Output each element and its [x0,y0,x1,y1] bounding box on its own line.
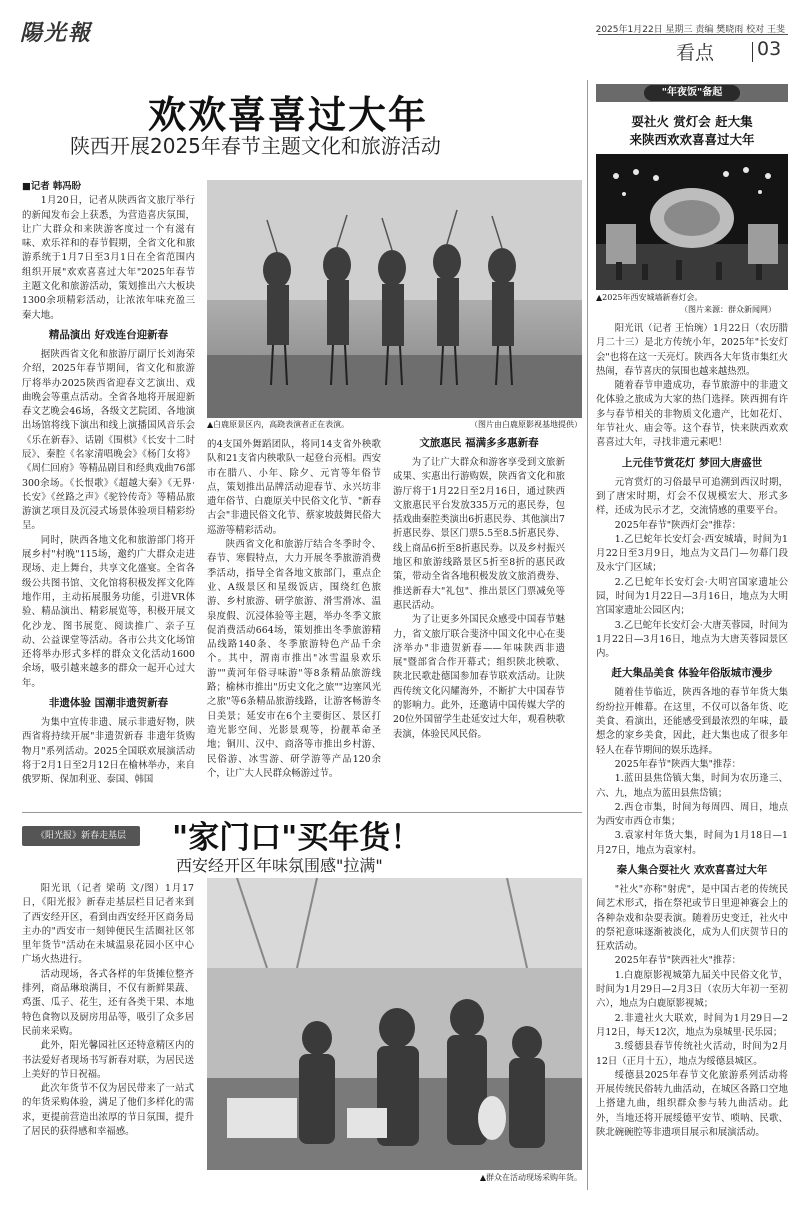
section-divider [752,42,753,62]
main-byline: ■记者 韩冯盼 [22,181,81,192]
list-item: 3.乙巳蛇年长安灯会·大唐芙蓉园，时间为1月22日—3月16日，地点为大唐芙蓉园景区内。 [596,619,788,660]
paragraph: 随着春节申遗成功，春节旅游中的非遗文化体验之旅成为大家的热门选择。陕西拥有许多与春节相关的非物质文化遗产，比如花灯、年节社火、庙会等。这个春节，快来陕西欢欢喜喜过大年，寻找非遗元素吧！ [596,380,788,449]
paragraph: 此外，阳光馨园社区还特意精区内的书法爱好者现场书写新春对联，为居民送上美好的节日祝福。 [22,1040,194,1080]
column-divider [587,80,588,1190]
list-item: 1.乙巳蛇年长安灯会·西安城墙，时间为1月22日至3月9日，地点为文昌门—勿幕门段及永宁门区域； [596,533,788,574]
paragraph: 为了让更多外国民众感受中国春节魅力，省文旅厅联合斐济中国文化中心在斐济举办"非遗贺新春——年味陕西非遗展"暨部省合作开幕式；组织陕北秧歌、陕北民歌赴德国参加春节联欢活动。让陕西传统文化闪耀海外，不断扩大中国春节的影响力。此外，还邀请中国传媒大学的20位外国留学生赴延安过大年，观看秧歌表演，体验民风民俗。 [393,614,565,740]
main-col-3 [393,436,565,742]
list-item: 1.蓝田县焦岱镇大集，时间为农历逢三、六、九，地点为蓝田县焦岱镇； [596,773,788,799]
second-body [22,882,194,1139]
paragraph: 为了让广大群众和游客享受到文旅新成果、实惠出行游购娱，陕西省文化和旅游厅将于1月22日至2月16日，通过陕西文旅惠民平台发放335万元的惠民券，包括戏曲秦腔类演出6折惠民券、其他演出7折惠民券、景区门票5.5至8.5折惠民券、线上商品6折至8折惠民券。以及乡村振兴地区和旅游线路景区5折至8折的惠民政策，带动全省各地积极发放文旅消费券、推送新春大"礼包"、推出景区门票减免等惠民活动。 [393,456,565,611]
paragraph: 此次年货节不仅为居民带来了一站式的年货采购体验，满足了他们多样化的需求，更提前营造出浓厚的节日氛围，提升了居民的获得感和幸福感。 [22,1083,194,1138]
sidebar-headline-1: 耍社火 赏灯会 赶大集 [631,114,753,129]
list-item: 3.绥德县春节传统社火活动，时间为2月12日（正月十五），地点为绥德县城区。 [596,1041,788,1067]
masthead [0,0,799,70]
subheading: 上元佳节赏花灯 梦回大唐盛世 [621,456,763,469]
subheading: 秦人集合耍社火 欢欢喜喜过大年 [616,864,768,876]
date-line: 2025年1月22日 星期三 责编 樊晓雨 校对 王斐 [595,25,785,35]
main-subheadline: 陕西开展2025年春节主题文化和旅游活动 [70,134,441,158]
list-item: 2.乙巳蛇年长安灯会·大明宫国家遗址公园，时间为1月22日—3月16日，地点为大明宫国家遗址公园区内； [596,576,788,617]
main-col-1 [22,180,195,787]
sidebar-body [596,322,788,1140]
subheading: 赶大集品美食 体验年俗版城市漫步 [611,667,773,680]
newspaper-logo: 陽光報 [20,20,93,46]
page-number: 03 [757,38,782,60]
header-rule [598,34,788,35]
sidebar-headline-2: 来陕西欢欢喜喜过大年 [629,132,755,147]
paragraph: "社火"亦称"射虎"，是中国古老的传统民间艺术形式，指在祭祀或节日里迎神赛会上的各种杂戏和杂耍表演。随着历史变迁，社火中的祭祀意味逐渐被淡化，成为人们庆贺节日的狂欢活动。 [596,883,788,953]
lantern-festival-photo [596,154,788,290]
paragraph: 阳光讯（记者 王怡琬）1月22日（农历腊月二十三）是北方传统小年，2025年"长安灯会"也将在这一天亮灯。陕西各大年货市集红火热闹，春节喜庆的氛围也越来越热烈。 [596,323,788,377]
paragraph: 元宵赏灯的习俗最早可追溯到西汉时期，到了唐宋时期，灯会不仅规模宏大、形式多样，还成为民示才艺，交流情感的重要平台。 [596,476,788,517]
main-headline: 欢欢喜喜过大年 [148,93,429,137]
list-item: 2.非遗社火大联欢，时间为1月29日—2月12日，每天12次，地点为泉城里·民乐园； [596,1012,788,1038]
paragraph: 同时，陕西各地文化和旅游部门将开展乡村"村晚"115场，邀约广大群众走进现场、走上舞台，共享文化盛宴。全省各级公共图书馆、文化馆将积极发挥文化阵地作用，主动拓展服务功能，引进VR体验、精品演出、精彩展览等，积极开展文化沙龙、图书展览、阅读推广、亲子互动、公益课堂等活动。各市公共文化场馆还将举办形式多样的群众文化活动1600余场，吸引越来越多的群众一起开心过大年。 [22,534,195,689]
paragraph: 2025年春节"陕西灯会"推荐： [614,519,742,531]
paragraph: 阳光讯（记者 梁萌 文/图）1月17日，《阳光报》新春走基层栏目记者来到了西安经开区，看到由西安经开区商务局主办的"西安市一刻钟便民生活圈社区邻里年货节"活动在未城温泉花园小区中心广场火热进行。 [22,883,194,966]
paragraph: 据陕西省文化和旅游厅副厅长刘海荣介绍，2025年春节期间，省文化和旅游厅将举办2025陕西省迎春文艺演出、戏曲晚会等重点活动。全省各地将开展迎新春文艺晚会46场，各级文艺院团、各地演出场馆将线下演出和线上演播国风音乐会《乐在新春》、话剧《围棋》《长安十二时辰》、秦腔《名家清唱晚会》《杨门女将》《周仁回府》等精品剧目和经典戏曲76部300余场。《长恨歌》《超越大秦》《无界·长安》《丝路之声》《驼铃传奇》等精品旅游演艺项目及沉浸式场景体验项目精彩纷呈。 [22,348,195,532]
subheading: 文旅惠民 福满多多惠新春 [419,437,539,449]
list-item: 3.袁家村年货大集，时间为1月18日—1月27日，地点为袁家村。 [596,830,788,856]
paragraph: 绥德县2025年春节文化旅游系列活动将开展传统民俗转九曲活动，在城区各路口空地上搭建九曲，组织群众参与转九曲活动。此外，当地还将开展绥德平安节、唢呐、民歌、陕北碗碗腔等非遗项目展示和展演活动。 [596,1069,788,1138]
sidebar-photo-caption: ▲2025年西安城墙新春灯会。 [596,293,703,302]
subheading: 精品演出 好戏连台迎新春 [48,328,169,341]
paragraph: 活动现场，各式各样的年货摊位整齐排列，商品琳琅满目，不仅有新鲜果蔬、鸡蛋、瓜子、花生，还有各类干果、本地特色食物以及厨房用品等，吸引了众多居民前来采购。 [22,968,194,1037]
sidebar-photo-credit: （图片来源：群众新闻网） [680,305,776,314]
sidebar-banner-pill: "年夜饭"备起 [644,85,740,101]
stilt-performers-photo [207,180,582,418]
list-item: 2.西仓市集，时间为每周四、周日，地点为西安市西仓市集； [596,801,788,828]
market-photo-caption: ▲群众在活动现场采购年货。 [479,1173,582,1182]
paragraph: 2025年春节"陕西社火"推荐： [614,955,742,967]
sidebar-banner [596,84,788,102]
second-subheadline: 西安经开区年味氛围感"拉满" [176,856,383,875]
paragraph: 陕西省文化和旅游厅结合冬季时令、春节、寒假特点，大力开展冬季旅游消费季活动，指导全省各地文旅部门，重点企业、A级景区和星级饭店，围绕红色旅游、乡村旅游、研学旅游、滑雪滑冰、温泉度假、沉浸体验等主题，举办冬季文旅促消费活动664场，策划推出冬季旅游精品线路140条、冬季旅游特色产品千余个。其中，渭南市推出"冰雪温泉欢乐游""黄河年俗寻味游"等8条精品旅游线路；榆林市推出"历史文化之旅""边塞风光之旅"等6条精品旅游线路，让游客畅游冬日美景；延安市在6个主要街区、景区打造光影空间、光影景观等，扮靓革命圣地；铜川、汉中、商洛等市推出乡村游、民俗游、冰雪游、研学游等产品120余个，让广大人民群众畅游过节。 [207,539,381,779]
paragraph: 1月20日，记者从陕西省文旅厅举行的新闻发布会上获悉，为营造喜庆氛围，让广大群众和来陕游客度过一个有滋有味、欢乐祥和的春节假期，全省文化和旅游系统于1月7日至3月1日在全省范围内组织开展"欢欢喜喜过大年"2025年春节主题文化和旅游活动，策划推出六大板块1300余项精彩活动，让浓浓年味充盈三秦大地。 [22,195,195,321]
paragraph: 的4支国外舞蹈团队，将同14支省外秧歌队和21支省内秧歌队一起登台亮相。西安市在腊八、小年、除夕、元宵等年俗节点，策划推出品牌活动迎春节、永兴坊非遗年俗节、白鹿原关中民俗文化节、"新春古会"非遗民俗文化节、蔡家坡鼓舞民俗大巡游等精彩活动。 [207,439,381,536]
column-tag: 《阳光报》新春走基层 [22,826,140,846]
section-label: 看点 [676,42,715,64]
main-photo-credit: （图片由白鹿原影视基地提供） [470,420,582,429]
list-item: 1.白鹿原影视城第九届关中民俗文化节，时间为1月29日—2月3日（农历大年初一至初六），地点为白鹿原影视城； [596,969,788,1010]
second-headline: "家门口"买年货！ [172,820,422,856]
paragraph: 2025年春节"陕西大集"推荐： [614,758,742,770]
main-col-2 [207,438,381,781]
subheading: 非遗体验 国潮非遗贺新春 [48,697,169,710]
main-photo-caption: ▲白鹿原景区内，高跷表演者正在表演。 [207,420,350,429]
paragraph: 为集中宣传非遗、展示非遗好物，陕西省将持续开展"非遗贺新春 非遗年货购物月"系列活动。2025全国联欢展演活动将于2月1日至2月12日在榆林举办，来自俄罗斯、保加利亚、泰国、韩国 [22,717,195,786]
market-shoppers-photo [207,878,582,1170]
paragraph: 随着佳节临近，陕西各地的春节年货大集纷纷拉开帷幕。在这里，不仅可以备年货、吃美食、看演出，还能感受到最浓烈的年味，最想念的家乡美食，因此，赶大集也成了很多年轻人在春节期间的娱乐选择。 [596,687,788,756]
